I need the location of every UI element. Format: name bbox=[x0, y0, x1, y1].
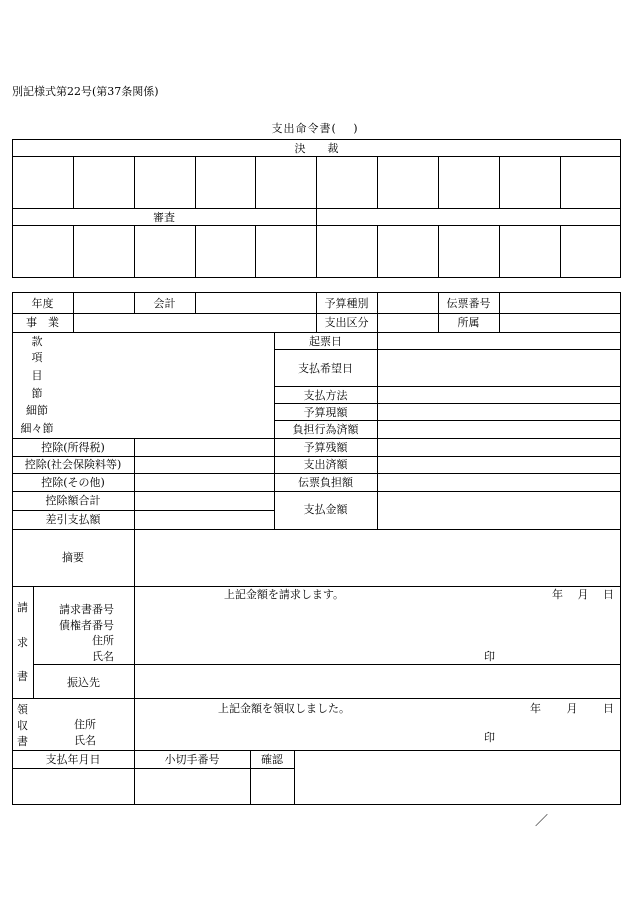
shishutsu-zumigaku-label: 支出済額 bbox=[303, 458, 348, 471]
tekiyo-label: 摘要 bbox=[62, 551, 84, 564]
ryoshu-side-2: 収 bbox=[17, 719, 28, 732]
ryoshu-jusho-label: 住所 bbox=[74, 718, 96, 731]
kakunin-label: 確認 bbox=[261, 753, 283, 766]
kan-label: 款 bbox=[31, 335, 43, 348]
form-title: 支出命令書( ) bbox=[271, 122, 359, 135]
page-slash: ／ bbox=[535, 814, 549, 829]
seikyu-jusho-label: 住所 bbox=[92, 634, 114, 647]
jigyo-label: 事 業 bbox=[26, 316, 59, 329]
ryoshu-side-3: 書 bbox=[17, 735, 28, 748]
denpyo-futangaku-label: 伝票負担額 bbox=[298, 476, 353, 489]
shiharai-kingaku-box bbox=[377, 491, 621, 530]
denpyo-bango-label: 伝票番号 bbox=[446, 297, 491, 310]
ryoshu-statement: 上記金額を領収しました。 bbox=[218, 702, 350, 715]
seikyu-in-mark: 印 bbox=[484, 650, 495, 663]
setsu-label: 節 bbox=[31, 387, 43, 400]
saisetsu-label: 細節 bbox=[26, 404, 48, 417]
seikyu-side-2: 求 bbox=[17, 636, 28, 649]
sashihiki-label: 差引支払額 bbox=[45, 513, 101, 526]
seikyu-shimei-label: 氏名 bbox=[92, 650, 114, 663]
shiharai-kibobi-label: 支払希望日 bbox=[298, 362, 353, 375]
saisaisetsu-label: 細々節 bbox=[20, 422, 54, 435]
kaikei-label: 会計 bbox=[153, 297, 176, 310]
kou-label: 項 bbox=[31, 351, 43, 364]
kihyobi-label: 起票日 bbox=[309, 335, 342, 348]
yosan-zangaku-label: 予算残額 bbox=[303, 441, 348, 454]
yosan-gengaku-label: 予算現額 bbox=[303, 406, 348, 419]
shishutsu-kubun-label: 支出区分 bbox=[324, 316, 369, 329]
ryoshu-in-mark: 印 bbox=[484, 731, 495, 744]
seikyusho-bango-label: 請求書番号 bbox=[59, 603, 114, 616]
shiharai-kingaku-label: 支払金額 bbox=[303, 503, 348, 516]
ryoshu-shimei-label: 氏名 bbox=[74, 734, 96, 747]
nendo-label: 年度 bbox=[31, 297, 54, 310]
futan-koi-zumigaku-label: 負担行為済額 bbox=[292, 423, 359, 436]
ryoshu-side-1: 領 bbox=[17, 703, 28, 716]
form-number: 別記様式第22号(第37条関係) bbox=[12, 85, 159, 98]
kogitte-bango-label: 小切手番号 bbox=[164, 753, 220, 766]
kojo-shotokuzei-label: 控除(所得税) bbox=[41, 441, 105, 454]
shiharai-nengappi-label: 支払年月日 bbox=[45, 753, 101, 766]
shozoku-label: 所属 bbox=[457, 316, 480, 329]
yosan-shubetsu-label: 予算種別 bbox=[324, 297, 369, 310]
kojo-sonota-label: 控除(その他) bbox=[41, 476, 105, 489]
ryoshu-date: 年 月 日 bbox=[530, 702, 614, 715]
furikomisaki-label: 振込先 bbox=[67, 676, 100, 689]
saikensha-bango-label: 債権者番号 bbox=[59, 619, 114, 632]
seikyu-date: 年 月 日 bbox=[552, 588, 614, 601]
kessai-label: 決 裁 bbox=[294, 142, 339, 155]
seikyu-statement: 上記金額を請求します。 bbox=[223, 588, 345, 601]
moku-label: 目 bbox=[31, 369, 43, 382]
shiharai-hoho-label: 支払方法 bbox=[303, 389, 348, 402]
kojo-gokei-label: 控除額合計 bbox=[45, 494, 101, 507]
kojo-shakai-label: 控除(社会保険料等) bbox=[24, 458, 122, 471]
shinsa-label: 審査 bbox=[153, 211, 175, 224]
seikyu-side-1: 請 bbox=[17, 601, 28, 614]
seikyu-side-3: 書 bbox=[17, 670, 28, 683]
